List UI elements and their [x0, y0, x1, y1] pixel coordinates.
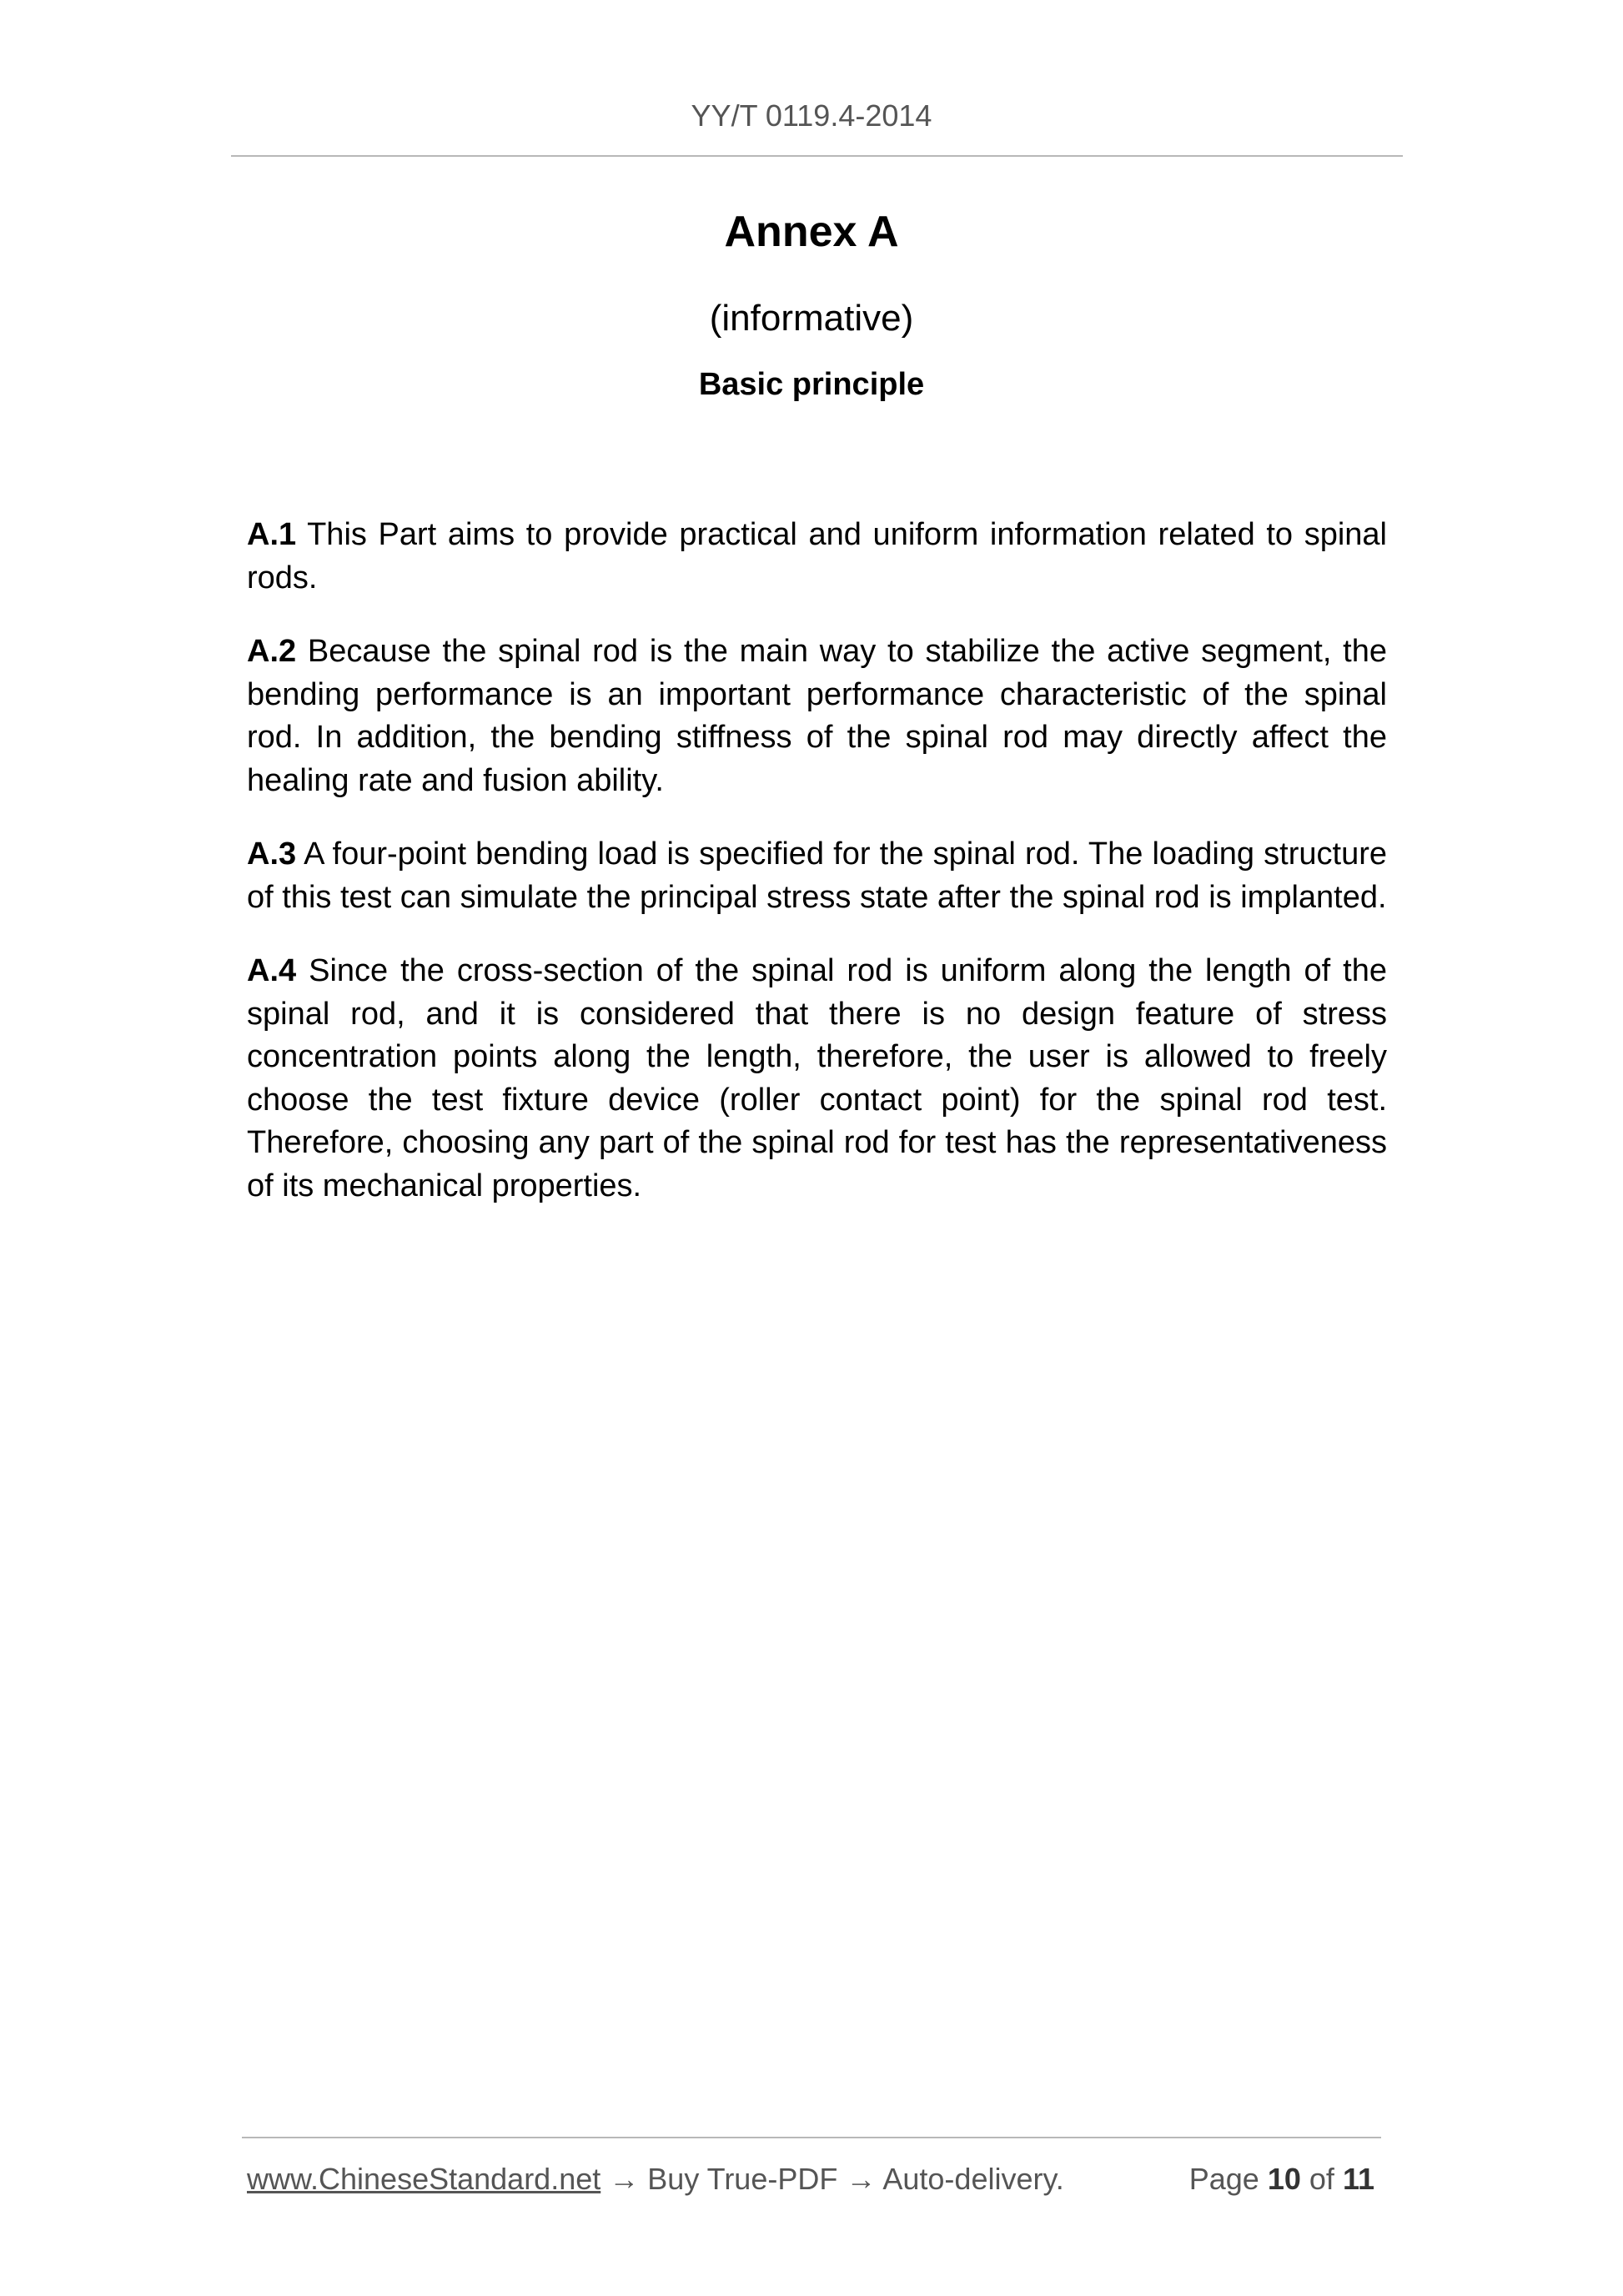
- footer-promo: [247, 2162, 1064, 2197]
- annex-title: Annex A: [724, 208, 899, 256]
- clause-a3: [247, 833, 1387, 919]
- of-label: of: [1309, 2162, 1334, 2196]
- clause-text: A four-point bending load is specified for the spinal rod. The loading structure of this test can simulate the principal stress state after the spinal rod is implanted.: [247, 837, 1387, 915]
- clause-text: Since the cross-section of the spinal rod is uniform along the length of the spinal rod, and it is considered that there is no design feature of stress concentration points along the length, therefore, the user is allowed to freely choose the test fixture device (roller contact point) for the spinal rod test. Therefore, choosing any part of the spinal rod for test has the representativeness of its mechanical properties.: [247, 953, 1387, 1203]
- footer-divider: [242, 2137, 1381, 2138]
- total-pages-number: 11: [1342, 2162, 1374, 2196]
- site-link[interactable]: www.ChineseStandard.net: [247, 2162, 601, 2196]
- annex-nature: (informative): [709, 298, 914, 339]
- buy-text: Buy True-PDF: [647, 2162, 838, 2196]
- clause-a1: [247, 514, 1387, 600]
- clause-a4: [247, 950, 1387, 1208]
- header-divider: [231, 155, 1403, 157]
- clause-a2: [247, 631, 1387, 802]
- clause-number: A.4: [247, 953, 297, 988]
- clause-text: Because the spinal rod is the main way to stabilize the active segment, the bending performance is an important performance characteristic of the spinal rod. In addition, the bending stiffness of the spinal rod may directly affect the healing rate and fusion ability.: [247, 634, 1387, 798]
- arrow-right-icon: →: [846, 2162, 877, 2196]
- clause-number: A.3: [247, 837, 297, 872]
- delivery-text: Auto-delivery.: [882, 2162, 1064, 2196]
- arrow-right-icon: →: [609, 2162, 640, 2196]
- clause-text: This Part aims to provide practical and uniform information related to spinal rods.: [247, 517, 1387, 595]
- page-label: Page: [1188, 2162, 1259, 2196]
- page-indicator: [1189, 2162, 1374, 2197]
- annex-heading: Basic principle: [698, 367, 925, 402]
- current-page-number: 10: [1267, 2162, 1301, 2196]
- standard-code-header: YY/T 0119.4-2014: [691, 98, 932, 133]
- clause-number: A.1: [247, 517, 297, 552]
- annex-body: [247, 514, 1387, 1238]
- clause-number: A.2: [247, 634, 297, 669]
